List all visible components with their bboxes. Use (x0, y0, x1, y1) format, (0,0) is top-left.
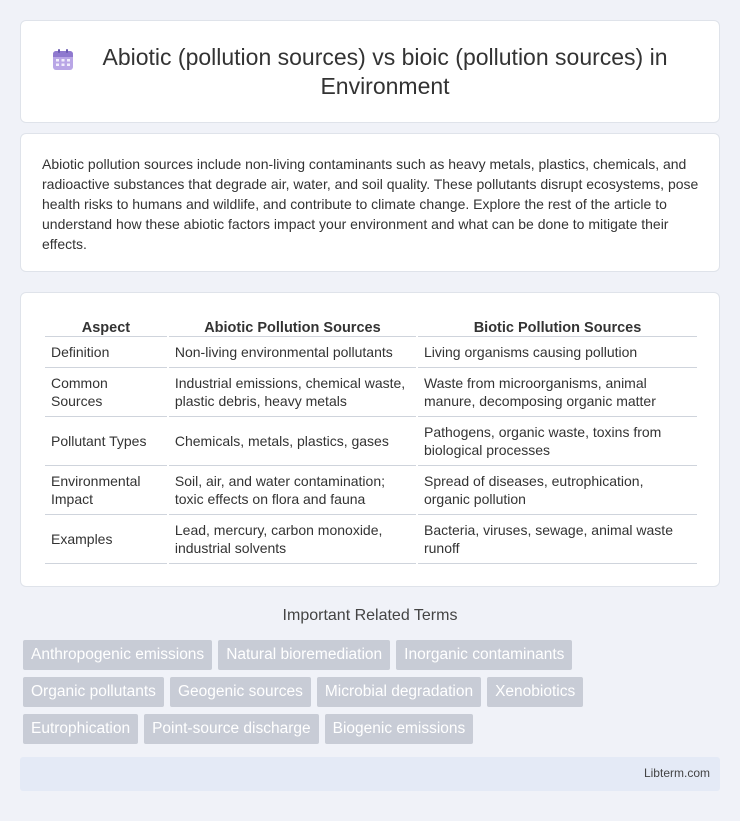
footer (20, 757, 720, 791)
tag-eutrophication[interactable]: Eutrophication (23, 714, 138, 744)
table-row (45, 515, 697, 564)
table-cell: Waste from microorganisms, animal manure, decomposing organic matter (418, 368, 697, 417)
summary-text: Abiotic pollution sources include non-living contaminants such as heavy metals, plastics, chemicals, and radioactive substances that degrade air, water, and soil quality. These pollutants disrupt ecosystems, pose health risks to humans and wildlife, and contribute to climate change. Explore the rest of the article to understand how these abiotic factors impact your environment and what can be done to mitigate their effects. (42, 156, 699, 252)
summary-card (20, 133, 720, 272)
tag-row (23, 677, 723, 707)
table-cell: Soil, air, and water contamination; toxic effects on flora and fauna (169, 466, 416, 515)
column-header-aspect: Aspect (45, 317, 167, 337)
table-cell: Non-living environmental pollutants (169, 337, 416, 368)
table-cell: Industrial emissions, chemical waste, plastic debris, heavy metals (169, 368, 416, 417)
table-row (45, 466, 697, 515)
column-header-abiotic: Abiotic Pollution Sources (169, 317, 416, 337)
tag-geogenic-sources[interactable]: Geogenic sources (170, 677, 311, 707)
table-cell: Definition (45, 337, 167, 368)
header-card (20, 20, 720, 123)
tag-natural-bioremediation[interactable]: Natural bioremediation (218, 640, 390, 670)
table-header-row (45, 317, 697, 337)
column-header-biotic: Biotic Pollution Sources (418, 317, 697, 337)
tag-inorganic-contaminants[interactable]: Inorganic contaminants (396, 640, 572, 670)
tag-row (23, 640, 723, 670)
tag-organic-pollutants[interactable]: Organic pollutants (23, 677, 164, 707)
tag-row (23, 714, 723, 744)
table-row (45, 368, 697, 417)
page-title: Abiotic (pollution sources) vs bioic (pollution sources) in Environment (102, 43, 668, 99)
table-cell: Chemicals, metals, plastics, gases (169, 417, 416, 466)
related-terms-list (23, 640, 723, 751)
table-cell: Environmental Impact (45, 466, 167, 515)
table-cell: Common Sources (45, 368, 167, 417)
comparison-table (43, 317, 699, 564)
comparison-card (20, 292, 720, 587)
tag-xenobiotics[interactable]: Xenobiotics (487, 677, 583, 707)
tag-biogenic-emissions[interactable]: Biogenic emissions (325, 714, 474, 744)
tag-anthropogenic-emissions[interactable]: Anthropogenic emissions (23, 640, 212, 670)
table-cell: Examples (45, 515, 167, 564)
tag-microbial-degradation[interactable]: Microbial degradation (317, 677, 481, 707)
table-cell: Spread of diseases, eutrophication, organic pollution (418, 466, 697, 515)
table-cell: Bacteria, viruses, sewage, animal waste runoff (418, 515, 697, 564)
table-row (45, 337, 697, 368)
table-row (45, 417, 697, 466)
footer-site-link[interactable]: Libterm.com (643, 766, 710, 780)
related-terms-title: Important Related Terms (282, 607, 458, 624)
table-cell: Pollutant Types (45, 417, 167, 466)
table-cell: Lead, mercury, carbon monoxide, industrial solvents (169, 515, 416, 564)
table-cell: Living organisms causing pollution (418, 337, 697, 368)
tag-point-source-discharge[interactable]: Point-source discharge (144, 714, 319, 744)
table-cell: Pathogens, organic waste, toxins from biological processes (418, 417, 697, 466)
